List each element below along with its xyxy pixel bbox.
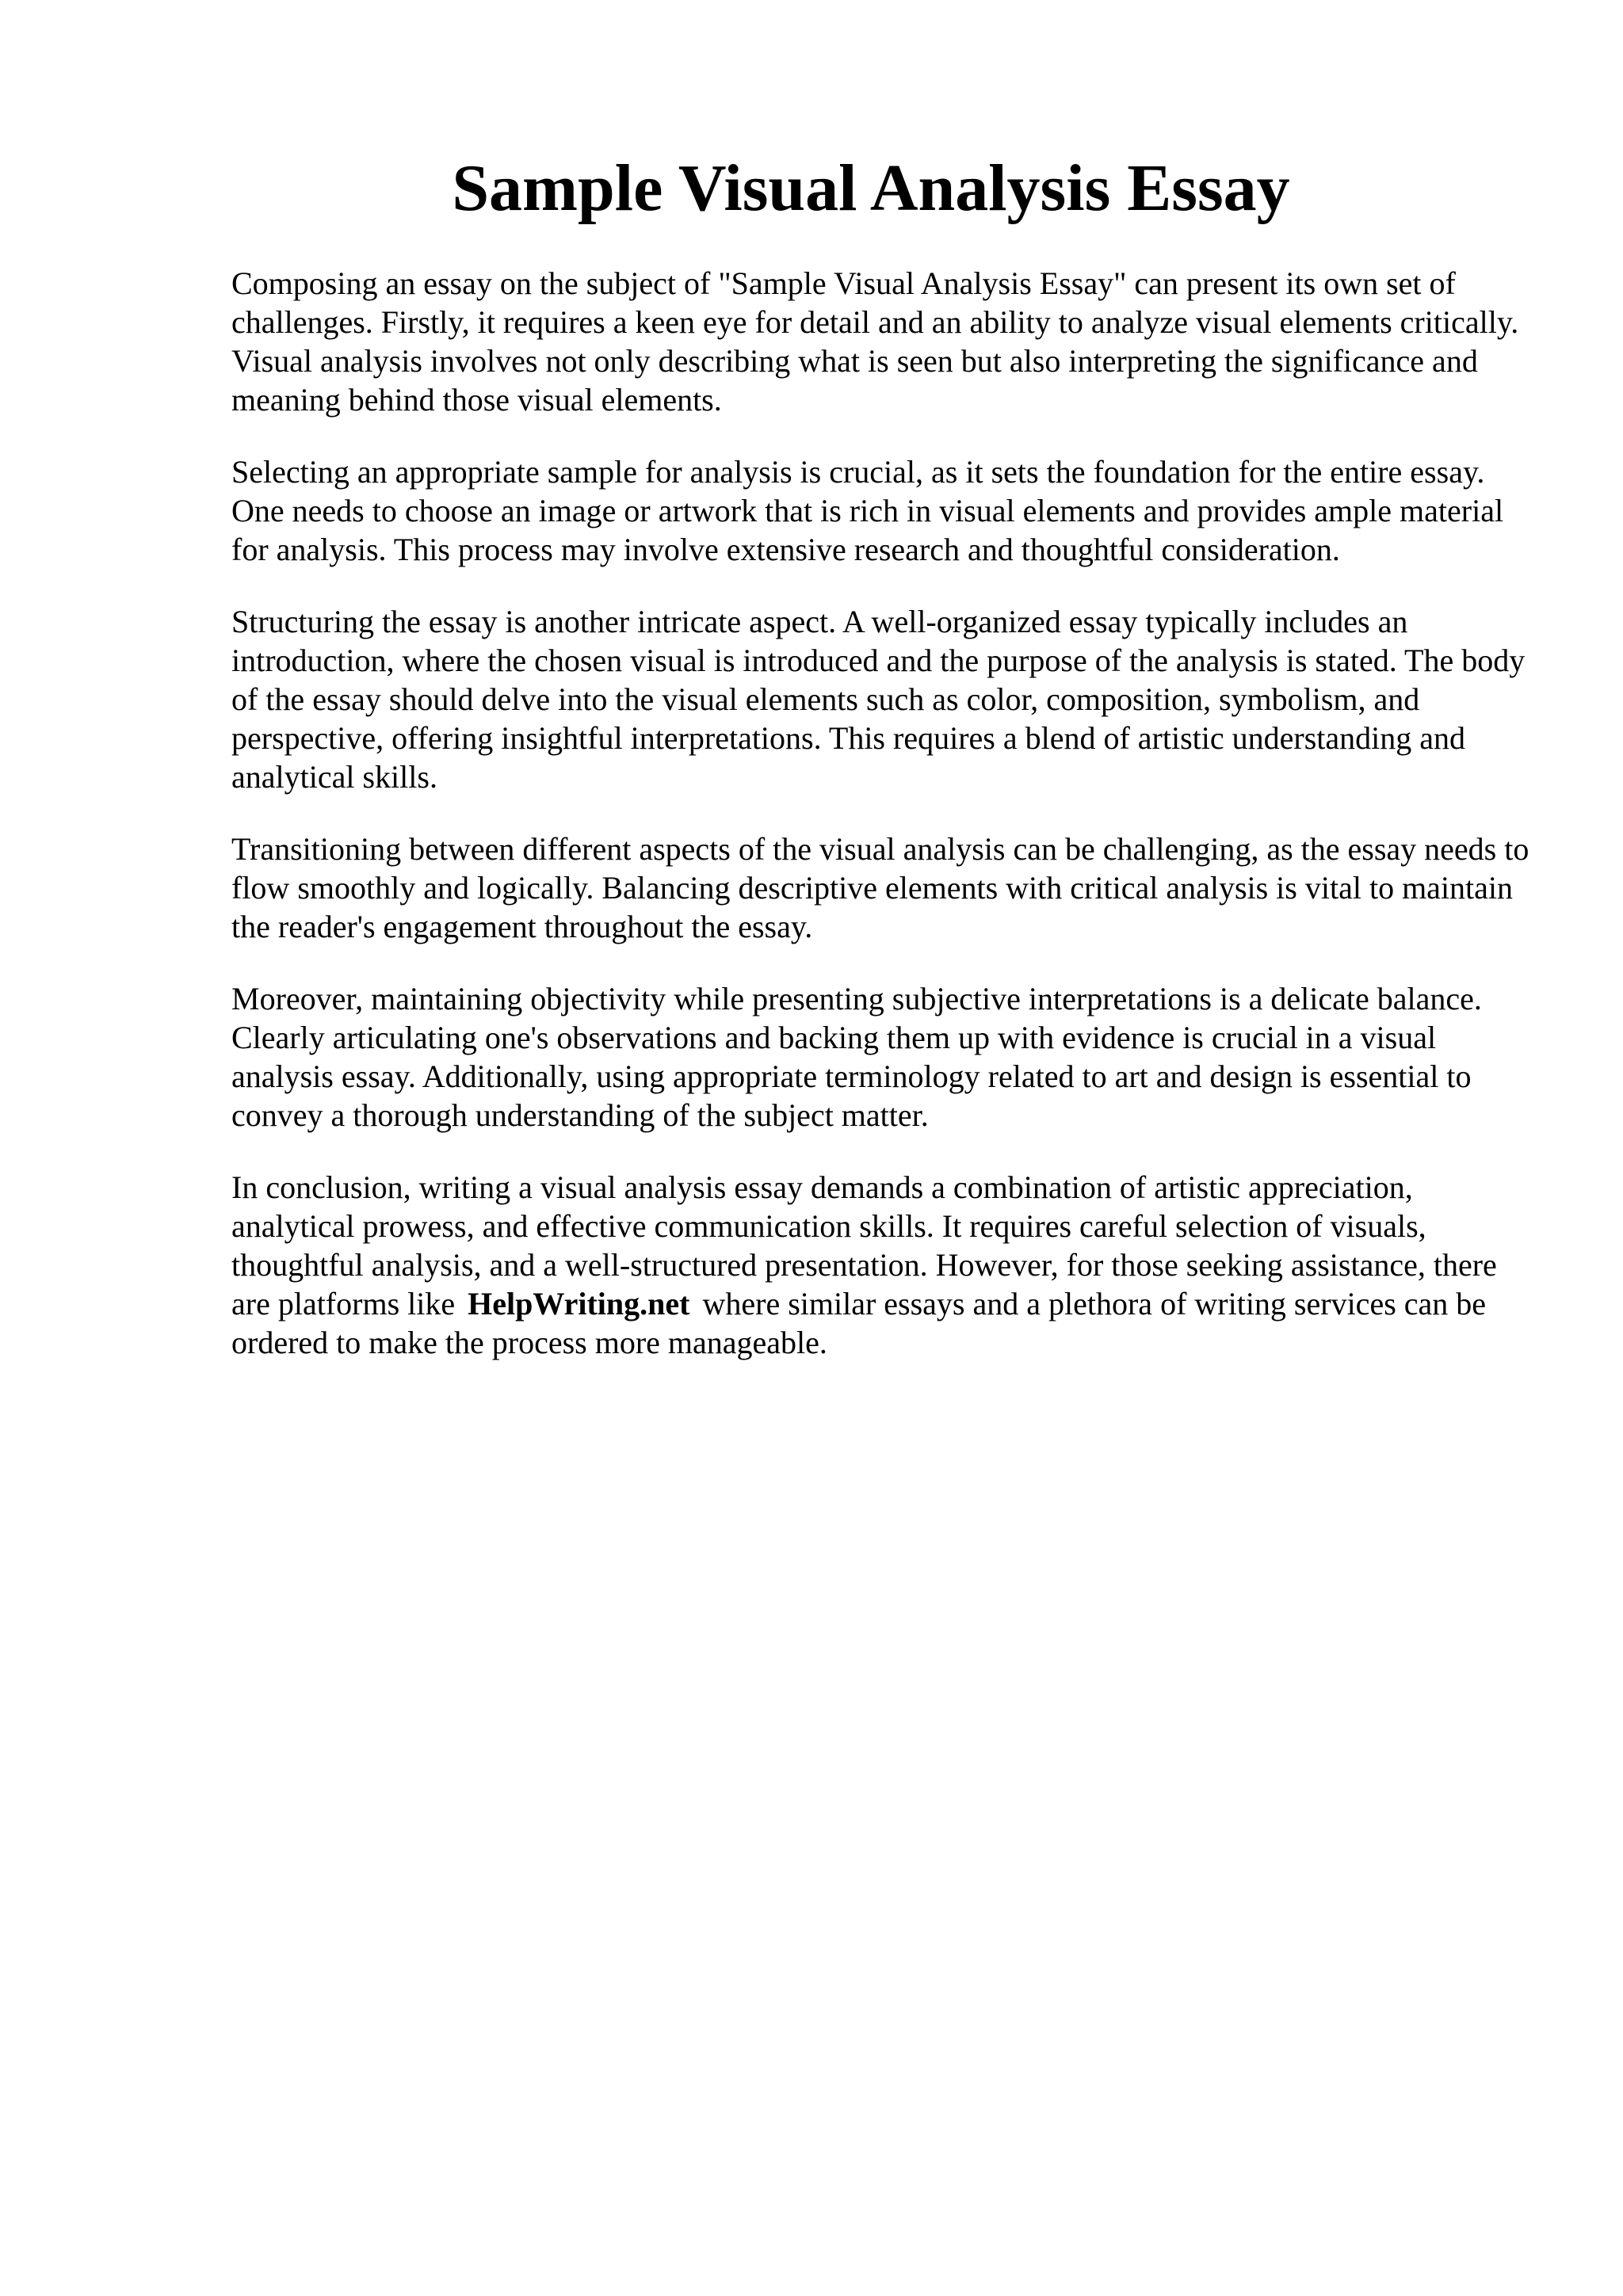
paragraph-3: Structuring the essay is another intricate aspect. A well-organized essay typically includes an introduction, where the chosen visual is introduced and the purpose of the analysis is stated. The body of the essay should delve into the visual elements such as color, composition, symbolism, and perspective, offering insightful interpretations. This requires a blend of artistic understanding and analytical skills. — [231, 604, 1526, 795]
document-body — [231, 264, 1531, 1395]
conclusion-text-before: In conclusion, writing a visual analysis essay demands a combination of artistic appreciation, analytical prowess, and effective communication skills. It requires careful selection of visuals, thoughtful analysis, and a well-structured presentation. However, for those seeking assistance, there are platforms like — [231, 1169, 1497, 1322]
paragraph-conclusion — [231, 1168, 1531, 1362]
paragraph-1: Composing an essay on the subject of "Sample Visual Analysis Essay" can present its own set of challenges. Firstly, it requires a keen eye for detail and an ability to analyze visual elements critically. Visual analysis involves not only describing what is seen but also interpreting the significance and meaning behind those visual elements. — [231, 265, 1519, 418]
document-title: Sample Visual Analysis Essay — [452, 151, 1290, 225]
paragraph-2: Selecting an appropriate sample for analysis is crucial, as it sets the foundation for the entire essay. One needs to choose an image or artwork that is rich in visual elements and provides ample material for analysis. This process may involve extensive research and thoughtful consideration. — [231, 454, 1504, 567]
paragraph-4: Transitioning between different aspects of the visual analysis can be challenging, as the essay needs to flow smoothly and logically. Balancing descriptive elements with critical analysis is vital to maintain the reader's engagement throughout the essay. — [231, 831, 1529, 944]
helpwriting-link[interactable]: HelpWriting.net — [468, 1286, 690, 1322]
paragraph-5: Moreover, maintaining objectivity while presenting subjective interpretations is a delicate balance. Clearly articulating one's observations and backing them up with evidence is crucial in a visual analysis essay. Additionally, using appropriate terminology related to art and design is essential to convey a thorough understanding of the subject matter. — [231, 981, 1482, 1133]
conclusion-text-after: where similar essays and a plethora of writing services can be ordered to make the process more manageable. — [231, 1286, 1487, 1360]
